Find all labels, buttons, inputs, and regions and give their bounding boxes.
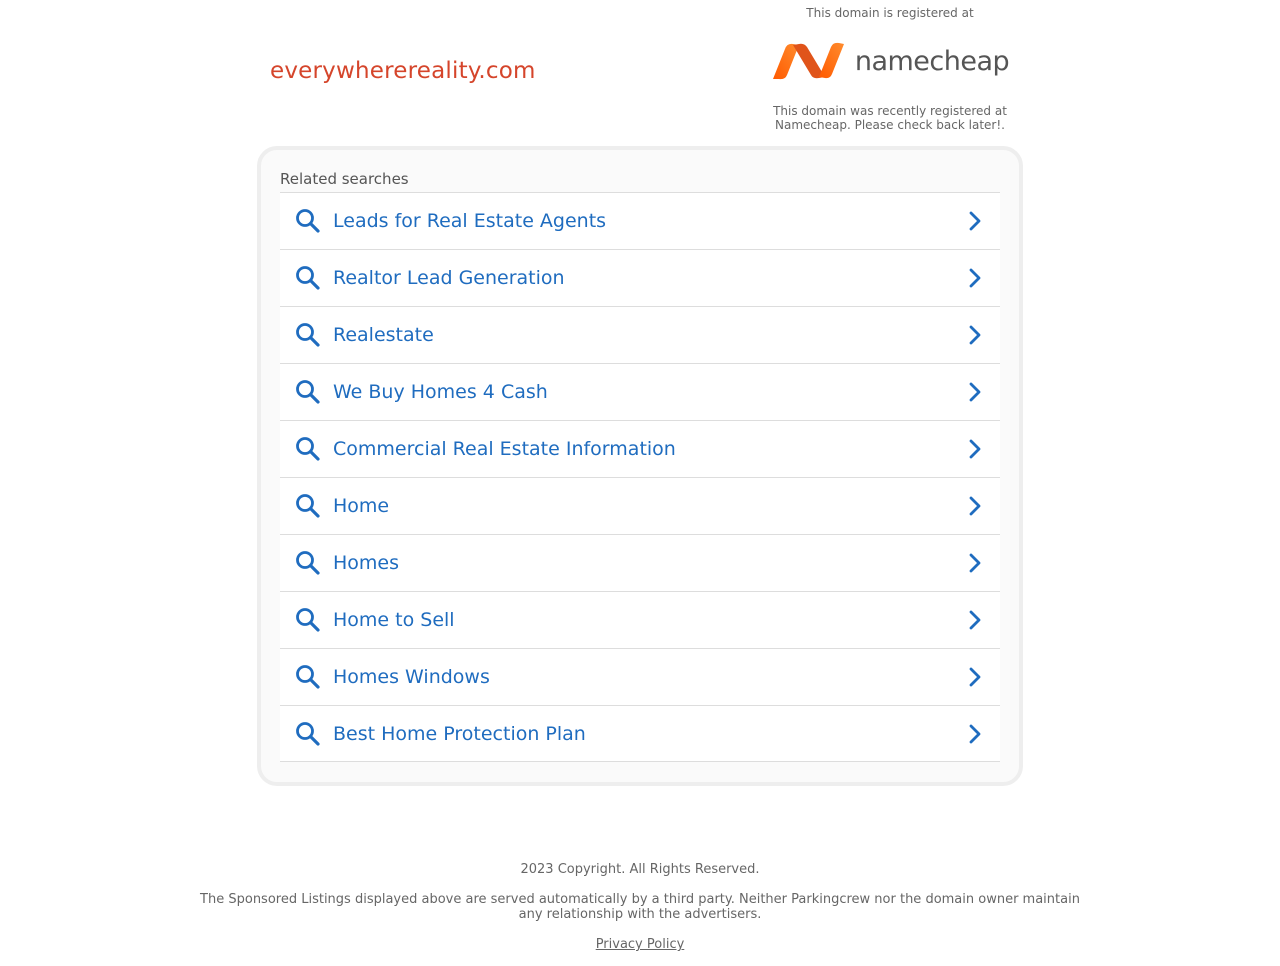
search-icon: [295, 379, 321, 405]
related-search-label: Best Home Protection Plan: [333, 722, 586, 745]
related-search-label: Home: [333, 495, 390, 517]
search-icon: [295, 265, 321, 291]
related-search-item[interactable]: [280, 534, 1000, 591]
chevron-right-icon: [965, 324, 985, 346]
related-search-label: Commercial Real Estate Information: [333, 438, 676, 460]
registrar-name: namecheap: [854, 45, 1010, 77]
related-search-item[interactable]: [280, 363, 1000, 420]
header: [0, 0, 1280, 140]
related-searches-title: Related searches: [280, 170, 409, 188]
disclaimer-text: The Sponsored Listings displayed above are served automatically by a third party. Neither Parkingcrew nor the domain owner maintain any relationship with the advertisers.: [200, 892, 1080, 922]
namecheap-logo[interactable]: [760, 30, 1020, 92]
related-search-label: We Buy Homes 4 Cash: [333, 381, 548, 403]
copyright-text: 2023 Copyright. All Rights Reserved.: [520, 862, 760, 877]
chevron-right-icon: [965, 267, 985, 289]
related-search-label: Homes Windows: [333, 666, 490, 688]
search-icon: [295, 436, 321, 462]
search-icon: [295, 493, 321, 519]
related-search-label: Realestate: [333, 324, 434, 346]
related-search-item[interactable]: [280, 591, 1000, 648]
related-search-label: Realtor Lead Generation: [333, 267, 565, 289]
chevron-right-icon: [965, 552, 985, 574]
search-icon: [295, 208, 321, 234]
search-icon: [295, 607, 321, 633]
related-search-item[interactable]: [280, 705, 1000, 762]
search-icon: [295, 322, 321, 348]
related-search-label: Homes: [333, 552, 400, 574]
related-searches-panel: [257, 146, 1023, 786]
related-search-label: Home to Sell: [333, 609, 455, 631]
registrar-intro: This domain is registered at: [806, 6, 974, 20]
chevron-right-icon: [965, 381, 985, 403]
related-search-item[interactable]: [280, 306, 1000, 363]
search-icon: [295, 664, 321, 690]
search-icon: [295, 721, 321, 747]
related-searches-list: [280, 192, 1000, 762]
chevron-right-icon: [965, 666, 985, 688]
chevron-right-icon: [965, 438, 985, 460]
related-search-item[interactable]: [280, 192, 1000, 249]
related-search-item[interactable]: [280, 648, 1000, 705]
footer: [0, 862, 1280, 952]
chevron-right-icon: [965, 495, 985, 517]
privacy-policy-link[interactable]: Privacy Policy: [595, 937, 685, 952]
related-search-item[interactable]: [280, 477, 1000, 534]
registrar-message: This domain was recently registered at Namecheap. Please check back later!.: [773, 104, 1007, 132]
related-search-item[interactable]: [280, 420, 1000, 477]
registrar-box: [760, 0, 1020, 132]
search-icon: [295, 550, 321, 576]
chevron-right-icon: [965, 210, 985, 232]
chevron-right-icon: [965, 723, 985, 745]
chevron-right-icon: [965, 609, 985, 631]
namecheap-logo-icon: [771, 41, 845, 81]
related-search-item[interactable]: [280, 249, 1000, 306]
domain-name: everywherereality.com: [270, 58, 536, 84]
related-search-label: Leads for Real Estate Agents: [333, 210, 607, 232]
